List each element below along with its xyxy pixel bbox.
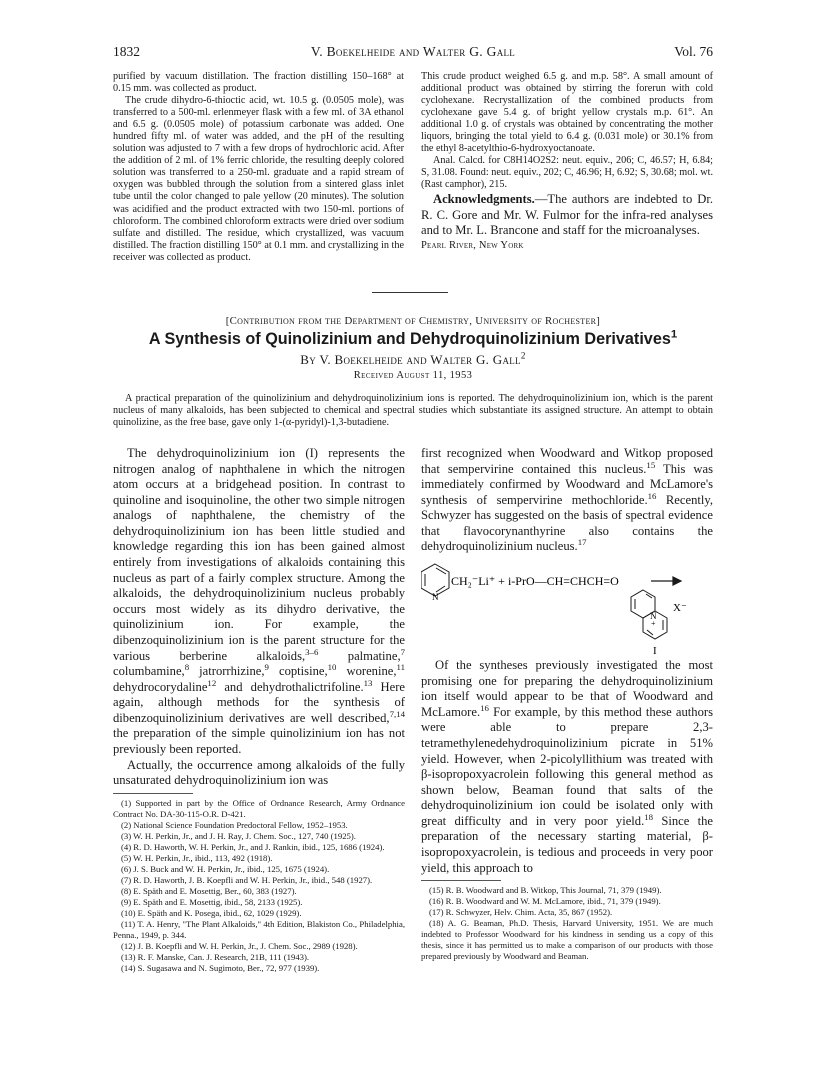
footnote-ref: 3–6 — [305, 646, 319, 657]
text-run: dehydrocorydaline — [113, 679, 208, 694]
received-date: Received August 11, 1953 — [353, 370, 473, 381]
footnote-ref: 7 — [400, 646, 405, 657]
page-number: 1832 — [113, 44, 140, 59]
body-paragraph — [421, 446, 713, 555]
body-left-column — [113, 446, 405, 974]
running-header — [113, 44, 713, 62]
text-run: Since the preparation of the necessary starting material, β-isopropoxyacrolein, is tedious and proceeds in very poor yield, this approach to — [421, 813, 714, 875]
footnote: (8) E. Späth and E. Mosettig, Ber., 60, 383 (1927). — [121, 886, 297, 897]
footnotes-left — [113, 798, 405, 975]
location-line: Pearl River, New York — [421, 239, 524, 251]
prev-paragraph: The crude dihydro-6-thioctic acid, wt. 10.5 g. (0.0505 mole), was transferred to a 500-ml. erlenmeyer flask with a few ml. of 3A ethanol and 6.5 g. (0.0505 mole) of potassium carbonate was added. One hundred fifty ml. of water was added, and the pH of the resulting solution was adjusted to 7 with a few drops of hydrochloric acid. After the addition of 2 ml. of 1% ferric chloride, the resulting deeply colored solution was transferred to a 250-ml. graduate and a rapid stream of oxygen was bubbled through the solution from a sintered glass inlet tube until the color changed to pale yellow (20 minutes). The solution was acidified and the product extracted with two 150-ml. portions of chloroform. The combined chloroform extracts were dried over sodium sulfate and distilled. The residue, which crystallized, was vacuum distilled. The fraction distilling 150° at 0.1 mm. and crystallizing in the receiver was collected as product. — [113, 95, 404, 263]
article-authors — [113, 352, 713, 368]
body-paragraph — [421, 658, 713, 876]
footnote: (1) Supported in part by the Office of Ordnance Research, Army Ordnance Contract No. DA-30-115-O.R. D-421. — [113, 797, 405, 819]
footnote: (10) E. Späth and K. Posega, ibid., 62, 1029 (1929). — [121, 908, 302, 919]
footnote: (13) R. F. Manske, Can. J. Research, 21B, 111 (1943). — [121, 952, 310, 963]
footnote-ref: 13 — [363, 677, 373, 688]
footnote: (11) T. A. Henry, "The Plant Alkaloids," 4th Edition, Blakiston Co., Philadelphia, Penna., 1949, p. 344. — [113, 919, 405, 941]
body-paragraph: Actually, the occurrence among alkaloids of the fully unsaturated dehydroquinolizinium ion was — [113, 757, 405, 788]
footnote: (15) R. B. Woodward and B. Witkop, This Journal, 71, 379 (1949). — [429, 885, 662, 896]
footnote-ref: 18 — [644, 811, 654, 822]
authors-text: By V. Boekelheide and Walter G. Gall — [300, 352, 521, 367]
body-right-column — [421, 446, 713, 962]
footnote: (16) R. B. Woodward and W. M. McLamore, ibid., 71, 379 (1949). — [429, 896, 661, 907]
text-run: columbamine, — [113, 664, 185, 679]
reaction-arrow — [651, 577, 681, 585]
acknowledgments-text: —The authors are indebted to Dr. R. C. Gore and Mr. W. Fulmor for the infra-red analyses and to Mr. L. Brancone and staff for the microanalyses. — [421, 192, 713, 238]
article-divider — [372, 292, 448, 293]
article-title-text: A Synthesis of Quinolizinium and Dehydroquinolizinium Derivatives — [148, 330, 671, 348]
counter-ion-label: X⁻ — [673, 602, 687, 615]
prev-article-right-column — [421, 71, 713, 251]
footnote: (5) W. H. Perkin, Jr., ibid., 113, 492 (1918). — [121, 852, 273, 863]
footnote-ref: 8 — [184, 661, 190, 672]
footnote-ref: 7,14 — [389, 708, 405, 719]
ring-nitrogen-label: N — [432, 592, 439, 603]
prev-article-left-column — [113, 71, 404, 264]
footnote: (9) E. Späth and E. Mosettig, ibid., 58, 2133 (1925). — [121, 897, 303, 908]
text-run: palmatine, — [318, 648, 401, 663]
footnote: (3) W. H. Perkin, Jr., and J. H. Ray, J. Chem. Soc., 127, 740 (1925). — [121, 830, 356, 841]
footnote-ref: 11 — [396, 661, 405, 672]
text-run: worenine, — [336, 664, 397, 679]
footnotes-right — [421, 885, 713, 962]
analysis-paragraph: Anal. Calcd. for C8H14O2S2: neut. equiv., 206; C, 46.57; H, 6.84; S, 31.08. Found: neut. equiv., 202; C, 46.96; H, 6.92; S, 30.68; mol. wt. (Rast camphor), 215. — [421, 155, 713, 191]
contribution-line: [Contribution from the Department of Chemistry, University of Rochester] — [225, 315, 601, 327]
text-run: Of the syntheses previously investigated the most promising one for preparing the dehydroquinolizinium ion itself would appear to be that of Woodward and McLamore. — [421, 658, 713, 719]
reagents-text: CH₂⁻Li⁺ + i-PrO—CH=CHCH=O — [451, 574, 619, 589]
article-title — [113, 330, 713, 349]
text-run: The dehydroquinolizinium ion (I) represents the nitrogen analog of naphthalene in which the nitrogen atom occurs at a bridgehead position. In contrast to quinoline and isoquinoline, the other two simple nitrogen analogs of naphthalene, the chemistry of the dehydroquinolizinium ion has been little studied and knowledge regarding this ion has been gained almost entirely from investigations of alkaloids containing this nucleus as part of a fairly complex structure. Among the alkaloids, the dehydroquinolizinium nucleus probably occurs most widely as its dihydro derivative, the quinolizinium ion. For example, the dibenzoquinolizinium ion is the parent structure for the various berberine alkaloids, — [113, 446, 405, 663]
footnote-ref: 1 — [670, 328, 678, 341]
footnote: (6) J. S. Buck and W. H. Perkin, Jr., ibid., 125, 1675 (1924). — [121, 864, 330, 874]
text-run: the preparation of the simple quinolizinium ion has not previously been reported. — [113, 726, 405, 756]
quinolizinium-structure — [631, 590, 667, 639]
footnote-ref: 10 — [327, 661, 337, 672]
text-run: and dehydrothalictrifoline. — [216, 679, 364, 694]
text-run: Recently, Schwyzer has suggested on the basis of spectral evidence that flavocorynanthyrine also contains the dehydroquinolizinium nucleus. — [421, 492, 713, 554]
compound-label: I — [653, 645, 657, 657]
acknowledgments — [421, 192, 713, 239]
text-run: jatrorrhizine, — [189, 664, 265, 679]
positive-charge: + — [651, 619, 656, 629]
prev-paragraph: purified by vacuum distillation. The fraction distilling 150–168° at 0.15 mm. was collected as product. — [113, 71, 404, 95]
footnote-ref: 16 — [647, 490, 657, 501]
text-run: coptisine, — [268, 664, 328, 679]
bridgehead-nitrogen-label: N — [650, 611, 657, 622]
footnote: (4) R. D. Haworth, W. H. Perkin, Jr., and J. Rankin, ibid., 125, 1686 (1924). — [121, 841, 385, 852]
footnote: (2) National Science Foundation Predoctoral Fellow, 1952–1953. — [121, 819, 348, 830]
footnote-ref: 15 — [646, 459, 656, 470]
prev-paragraph: This crude product weighed 6.5 g. and m.p. 58°. A small amount of additional product was obtained by stirring the forerun with cold cyclohexane. Recrystallization of the combined products from cyclohexane gave 5.4 g. of bright yellow crystals m.p. 61°. An additional 1.0 g. of crystals was obtained by concentrating the mother liquors, bringing the total yield to 6.4 g. (0.031 mole) or 30.1% from the ethyl 8-acetylthio-6-hydroxyoctanoate. — [421, 71, 713, 155]
text-run: For example, by this method these authors were able to prepare 2,3-tetramethylenedehydroquinolizinium picrate in 51% yield. However, when 2-picolyllithium was treated with β-isopropoxyacrolein following this general method as shown below, Beaman found that salts of the dehydroquinolizinium ion could be isolated only with great difficulty and in very poor yield. — [421, 704, 713, 828]
footnote: (12) J. B. Koepfli and W. H. Perkin, Jr., J. Chem. Soc., 2989 (1928). — [121, 941, 358, 952]
footnote-ref: 12 — [207, 677, 217, 688]
footnote: (7) R. D. Haworth, J. B. Koepfli and W. H. Perkin, Jr., ibid., 548 (1927). — [121, 875, 373, 886]
footnote: (17) R. Schwyzer, Helv. Chim. Acta, 35, 867 (1952). — [429, 907, 613, 918]
footnote-rule — [113, 793, 193, 795]
reaction-scheme — [421, 558, 713, 656]
text-run: This was immediately confirmed by Woodward and McLamore's synthesis of sempervirine methochloride. — [421, 461, 713, 507]
text-run: first recognized when Woodward and Witkop proposed that sempervirine contained this nucleus. — [421, 446, 713, 476]
footnote-ref: 16 — [480, 702, 489, 713]
footnote: (14) S. Sugasawa and N. Sugimoto, Ber., 72, 977 (1939). — [121, 963, 320, 974]
footnote-ref: 9 — [264, 661, 269, 672]
abstract: A practical preparation of the quinolizinium and dehydroquinolizinium ions is reported. The dehydroquinolizinium ion, which is the parent nucleus of many alkaloids, has been subjected to chemical and spectral studies which substantiate its assigned structure. An attempt to obtain quinolizine, as the free base, gave only 1-(α-pyridyl)-1,3-butadiene. — [113, 393, 713, 429]
footnote: (18) A. G. Beaman, Ph.D. Thesis, Harvard University, 1951. We are much indebted to Professor Woodward for his kindness in sending us a copy of this thesis, since it has permitted us to make a comparison of our products with those prepared previously by Woodward and Beaman. — [421, 918, 713, 962]
footnote-ref: 2 — [520, 350, 526, 361]
text-run: Here again, although methods for the synthesis of dibenzoquinolizinium derivatives are well described, — [113, 679, 406, 725]
footnote-rule — [421, 880, 501, 882]
footnote-ref: 17 — [577, 537, 587, 548]
volume-label: Vol. 76 — [674, 44, 713, 59]
running-title: V. Boekelheide and Walter G. Gall — [310, 44, 516, 59]
acknowledgments-heading: Acknowledgments. — [433, 192, 535, 207]
body-paragraph — [113, 446, 405, 758]
